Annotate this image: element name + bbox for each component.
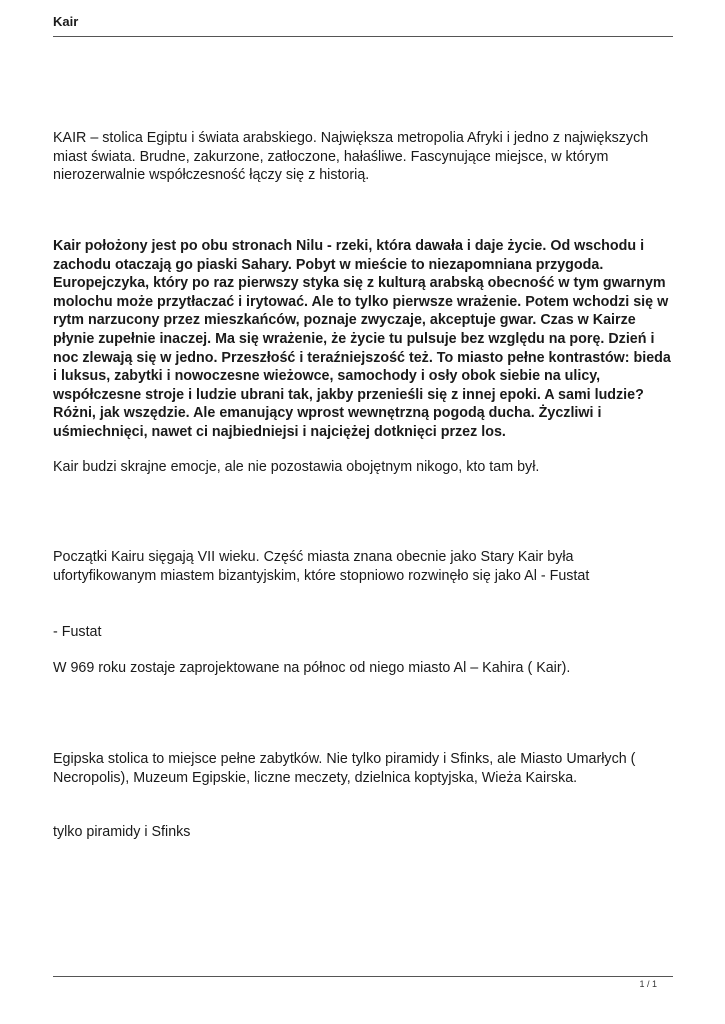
document-title: Kair — [53, 14, 79, 29]
emotions-paragraph: Kair budzi skrajne emocje, ale nie pozostawia obojętnym nikogo, kto tam był. — [53, 459, 540, 475]
header-divider — [53, 36, 673, 37]
kahira-paragraph: W 969 roku zostaje zaprojektowane na północ od niego miasto Al – Kahira ( Kair). — [53, 660, 571, 676]
description-paragraph: Kair położony jest po obu stronach Nilu - rzeki, która dawała i daje życie. Od wschodu i zachodu otaczają go piaski Sahary. Pobyt w mieście to niezapomniana przygoda. Europejczyka, który po raz pierwszy styka się z kulturą arabską obecność w tym gwarnym molochu może przytłaczać i irytować. Ale to tylko pierwsze wrażenie. Potem wchodzi się w rytm narzucony przez mieszkańców, poznaje zwyczaje, akceptuje gwar. Czas w Kairze płynie zupełnie inaczej. Ma się wrażenie, że życie tu pulsuje bez względu na porę. Dzień i noc zlewają się w jedno. Przeszłość i teraźniejszość też. To miasto pełne kontrastów: bieda i luksus, zabytki i nowoczesne wieżowce, samochody i osły obok siebie na ulicy, współczesne stroje i ludzie ubrani tak, jakby przenieśli się z innej epoki. A sami ludzie? Różni, jak wszędzie. Ale emanujący wprost wewnętrzną pogodą ducha. Życzliwi i uśmiechnięci, nawet ci najbiedniejsi i najciężej dotknięci przez los. — [53, 238, 671, 440]
fustat-paragraph: - Fustat — [53, 624, 102, 640]
page-number: 1 / 1 — [639, 979, 657, 989]
footer-divider — [53, 976, 673, 977]
monuments-paragraph: Egipska stolica to miejsce pełne zabytków. Nie tylko piramidy i Sfinks, ale Miasto Umarłych ( Necropolis), Muzeum Egipskie, liczne meczety, dzielnica koptyjska, Wieża Kairska. — [53, 751, 636, 786]
intro-paragraph: KAIR – stolica Egiptu i świata arabskiego. Największa metropolia Afryki i jedno z największych miast świata. Brudne, zakurzone, zatłoczone, hałaśliwe. Fascynujące miejsce, w którym nierozerwalnie współczesność łączy się z historią. — [53, 130, 649, 184]
history-paragraph: Początki Kairu sięgają VII wieku. Część miasta znana obecnie jako Stary Kair była ufortyfikowanym miastem bizantyjskim, które stopniowo rozwinęło się jako Al - Fustat — [53, 549, 590, 584]
pyramids-paragraph: tylko piramidy i Sfinks — [53, 824, 191, 840]
